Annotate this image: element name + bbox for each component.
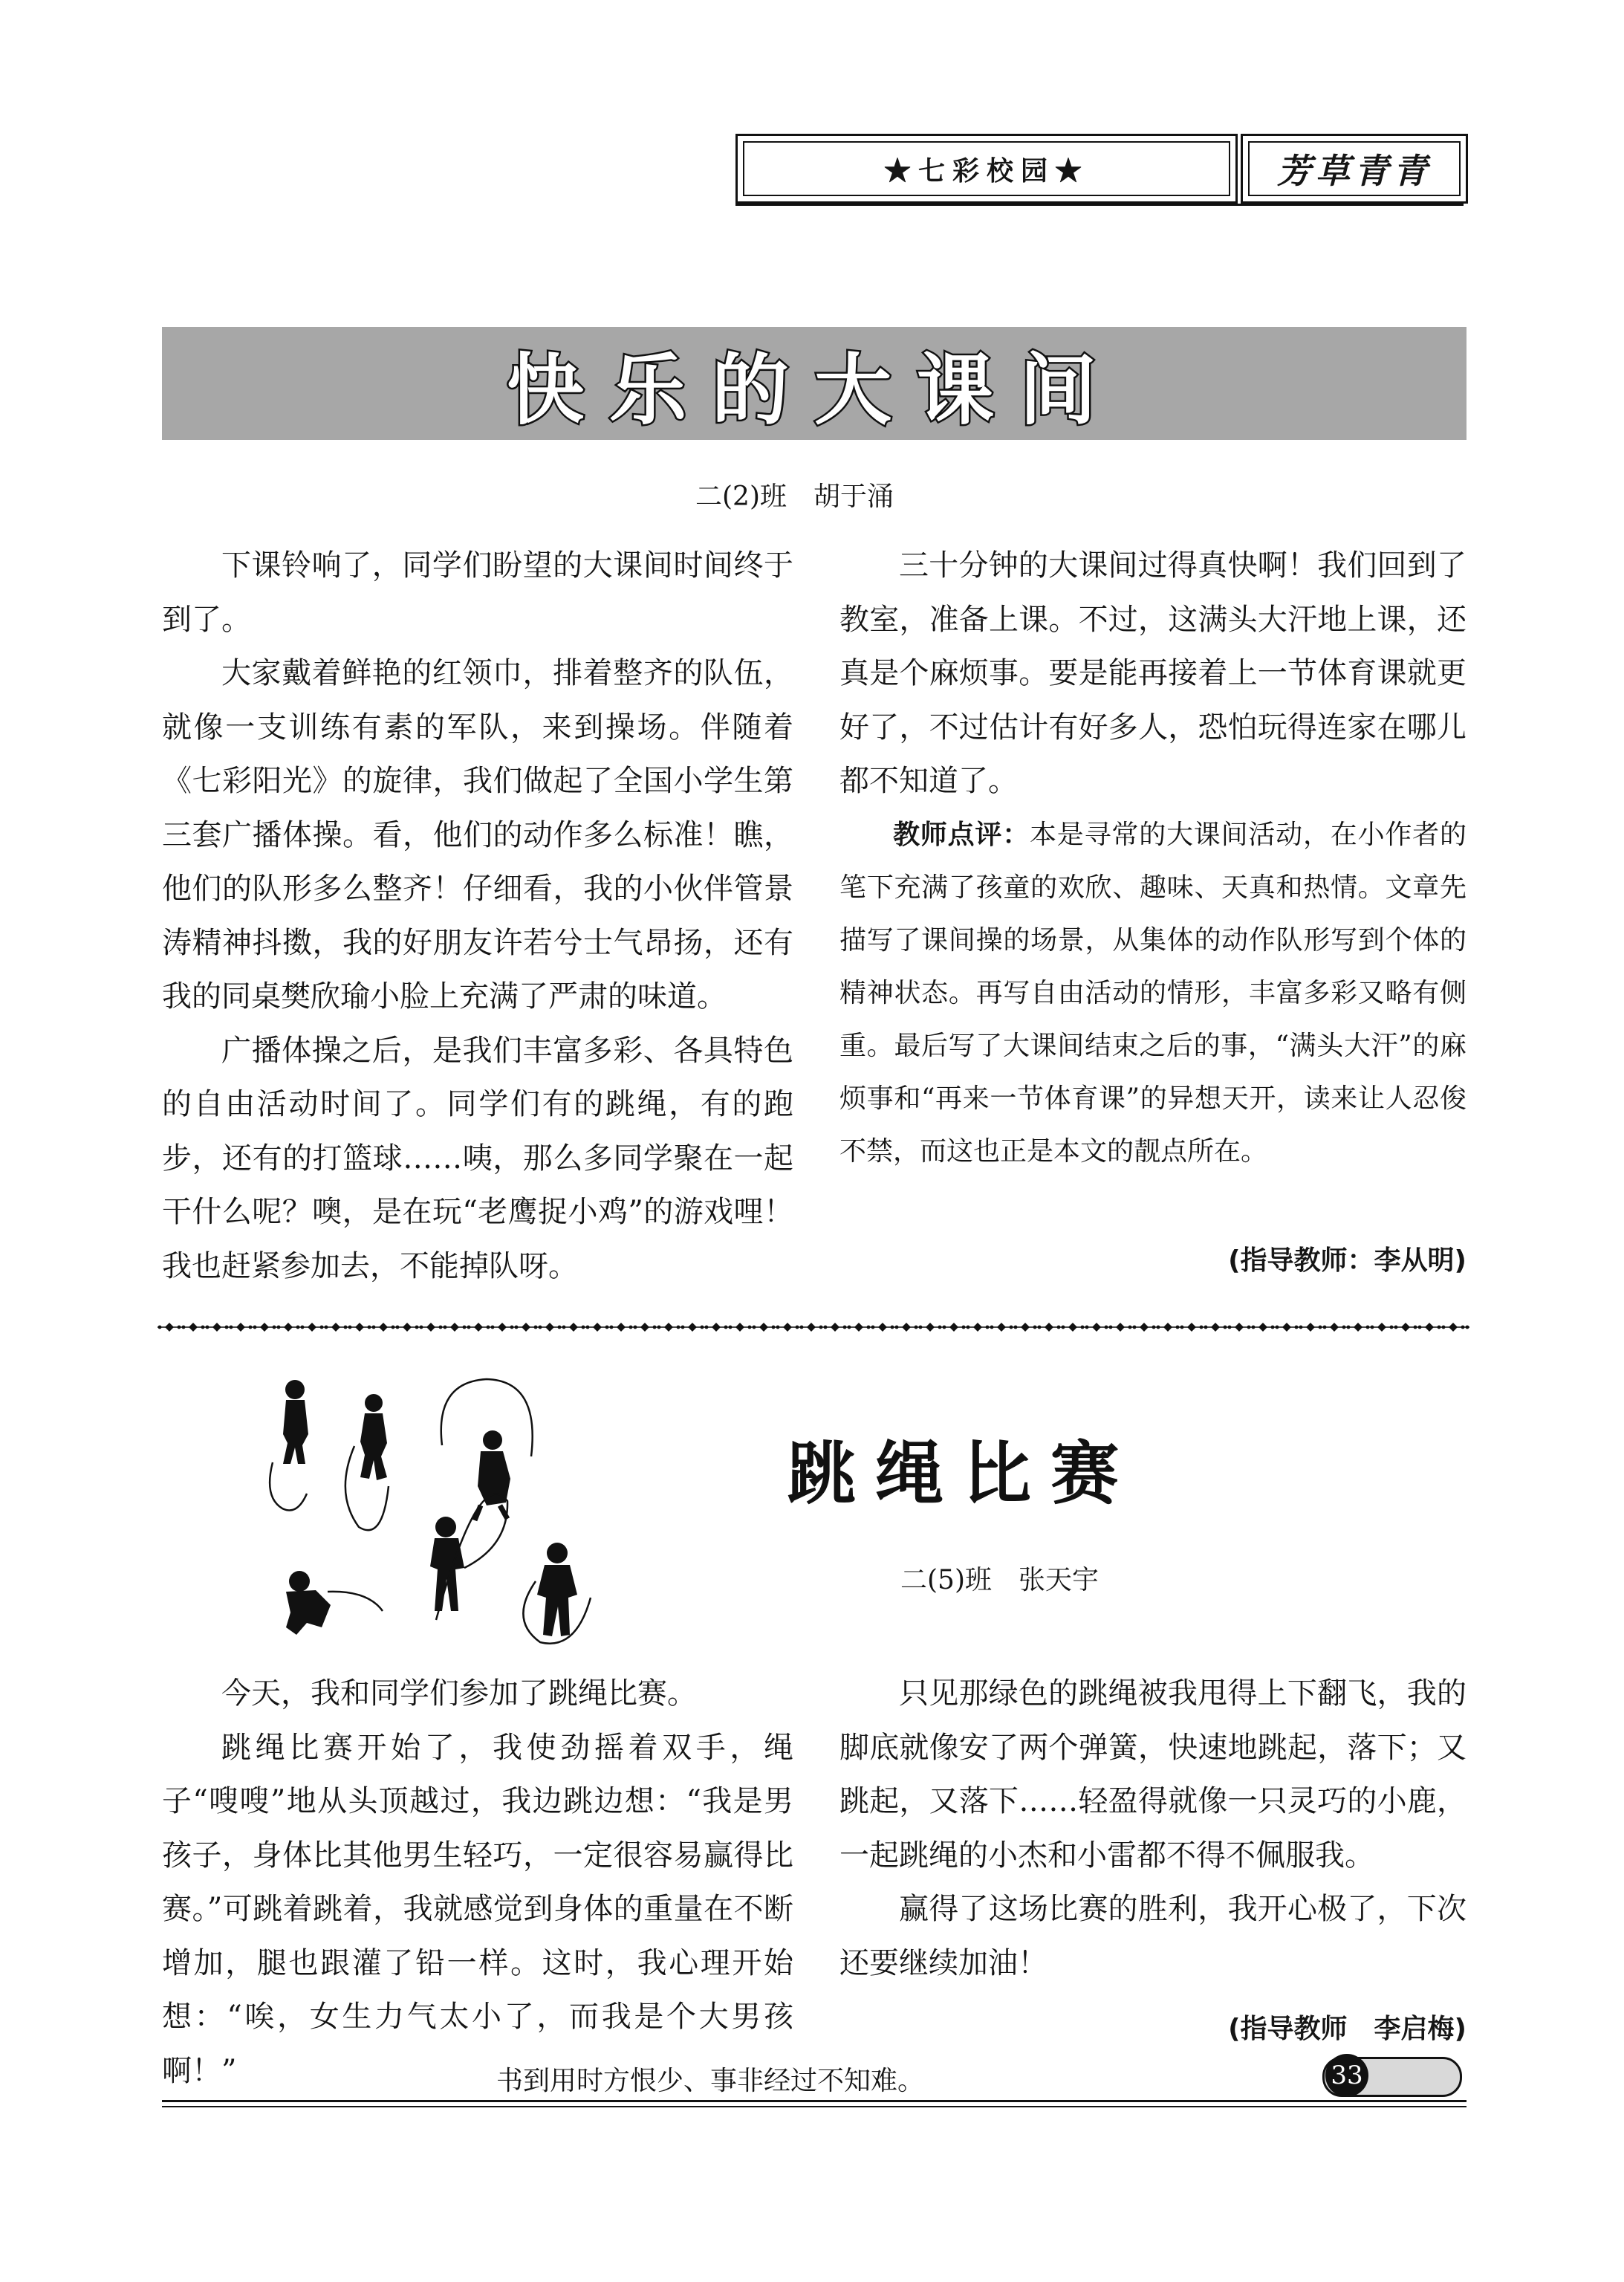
paragraph: 下课铃响了，同学们盼望的大课间时间终于到了。 bbox=[162, 548, 793, 637]
jumper-figure-5 bbox=[286, 1571, 383, 1635]
magazine-name-box bbox=[1241, 134, 1468, 204]
article2-title: 跳绳比赛 bbox=[787, 1434, 1139, 1514]
magazine-name: 芳草青青 bbox=[1277, 151, 1432, 191]
page-number: 33 bbox=[1325, 2054, 1368, 2097]
paragraph: 大家戴着鲜艳的红领巾，排着整齐的队伍，就像一支训练有素的军队，来到操场。伴随着《七彩阳光》的旋律，我们做起了全国小学生第三套广播体操。看，他们的动作多么标准！瞧，他们的队形多么整齐！仔细看，我的小伙伴管景涛精神抖擞，我的好朋友许若兮士气昂扬，还有我的同桌樊欣瑜小脸上充满了严肃的味道。 bbox=[162, 656, 793, 1014]
footer-rule bbox=[162, 2100, 1467, 2102]
article2-instructor: (指导教师 李启梅) bbox=[1228, 2014, 1467, 2044]
paragraph: 只见那绿色的跳绳被我甩得上下翻飞，我的脚底就像安了两个弹簧，快速地跳起，落下；又跳起，又落下……轻盈得就像一只灵巧的小鹿，一起跳绳的小杰和小雷都不得不佩服我。 bbox=[839, 1676, 1467, 1873]
jumper-figure-3 bbox=[441, 1379, 533, 1520]
article1-right-column bbox=[839, 539, 1467, 1178]
article1-title-banner bbox=[162, 327, 1467, 440]
paragraph: 跳绳比赛开始了，我使劲摇着双手，绳子“嗖嗖”地从头顶越过，我边跳边想：“我是男孩子，身体比其他男生轻巧，一定很容易赢得比赛。”可跳着跳着，我就感觉到身体的重量在不断增加，腿也跟灌了铅一样。这时，我心理开始想：“唉，女生力气太小了，而我是个大男孩啊！” bbox=[162, 1730, 793, 2088]
article1-left-column bbox=[162, 539, 793, 1293]
paragraph: 今天，我和同学们参加了跳绳比赛。 bbox=[221, 1676, 697, 1711]
jumper-figure-1 bbox=[264, 1380, 308, 1522]
article2-byline: 二(5)班 张天宇 bbox=[900, 1565, 1099, 1595]
article1-byline: 二(2)班 胡于涌 bbox=[695, 482, 894, 512]
article2-left-column bbox=[162, 1667, 793, 2098]
column-title: ★七彩校园★ bbox=[883, 155, 1089, 187]
paragraph: 广播体操之后，是我们丰富多彩、各具特色的自由活动时间了。同学们有的跳绳，有的跑步，还有的打篮球……咦，那么多同学聚在一起干什么呢？噢，是在玩“老鹰捉小鸡”的游戏哩！我也赶紧参加去，不能掉队呀。 bbox=[162, 1033, 793, 1283]
article1-title: 快乐的大课间 bbox=[506, 344, 1122, 435]
header-rule bbox=[735, 204, 1464, 206]
teacher-comment-text: 本是寻常的大课间活动，在小作者的笔下充满了孩童的欢欣、趣味、天真和热情。文章先描写了课间操的场景，从集体的动作队形写到个体的精神状态。再写自由活动的情形，丰富多彩又略有侧重。最后写了大课间结束之后的事，“满头大汗”的麻烦事和“再来一节体育课”的异想天开，读来让人忍俊不禁，而这也正是本文的靓点所在。 bbox=[839, 819, 1467, 1167]
rope-skipping-illustration bbox=[264, 1375, 635, 1650]
column-title-box bbox=[735, 134, 1238, 204]
teacher-comment bbox=[839, 808, 1467, 1178]
paragraph: 三十分钟的大课间过得真快啊！我们回到了教室，准备上课。不过，这满头大汗地上课，还真是个麻烦事。要是能再接着上一节体育课就更好了，不过估计有好多人，恐怕玩得连家在哪儿都不知道了。 bbox=[839, 548, 1467, 798]
section-divider bbox=[157, 1320, 1469, 1335]
paragraph: 赢得了这场比赛的胜利，我开心极了，下次还要继续加油！ bbox=[839, 1892, 1467, 1980]
jumper-figure-2 bbox=[345, 1394, 389, 1530]
footer-motto: 书到用时方恨少、事非经过不知难。 bbox=[496, 2066, 925, 2096]
jumper-figure-4 bbox=[430, 1494, 507, 1620]
article1-instructor: (指导教师：李从明) bbox=[1228, 1245, 1467, 1276]
article2-right-column bbox=[839, 1667, 1467, 1990]
jumper-figure-6 bbox=[523, 1543, 591, 1644]
footer-rule-thin bbox=[162, 2106, 1467, 2107]
teacher-comment-label: 教师点评： bbox=[893, 819, 1030, 850]
